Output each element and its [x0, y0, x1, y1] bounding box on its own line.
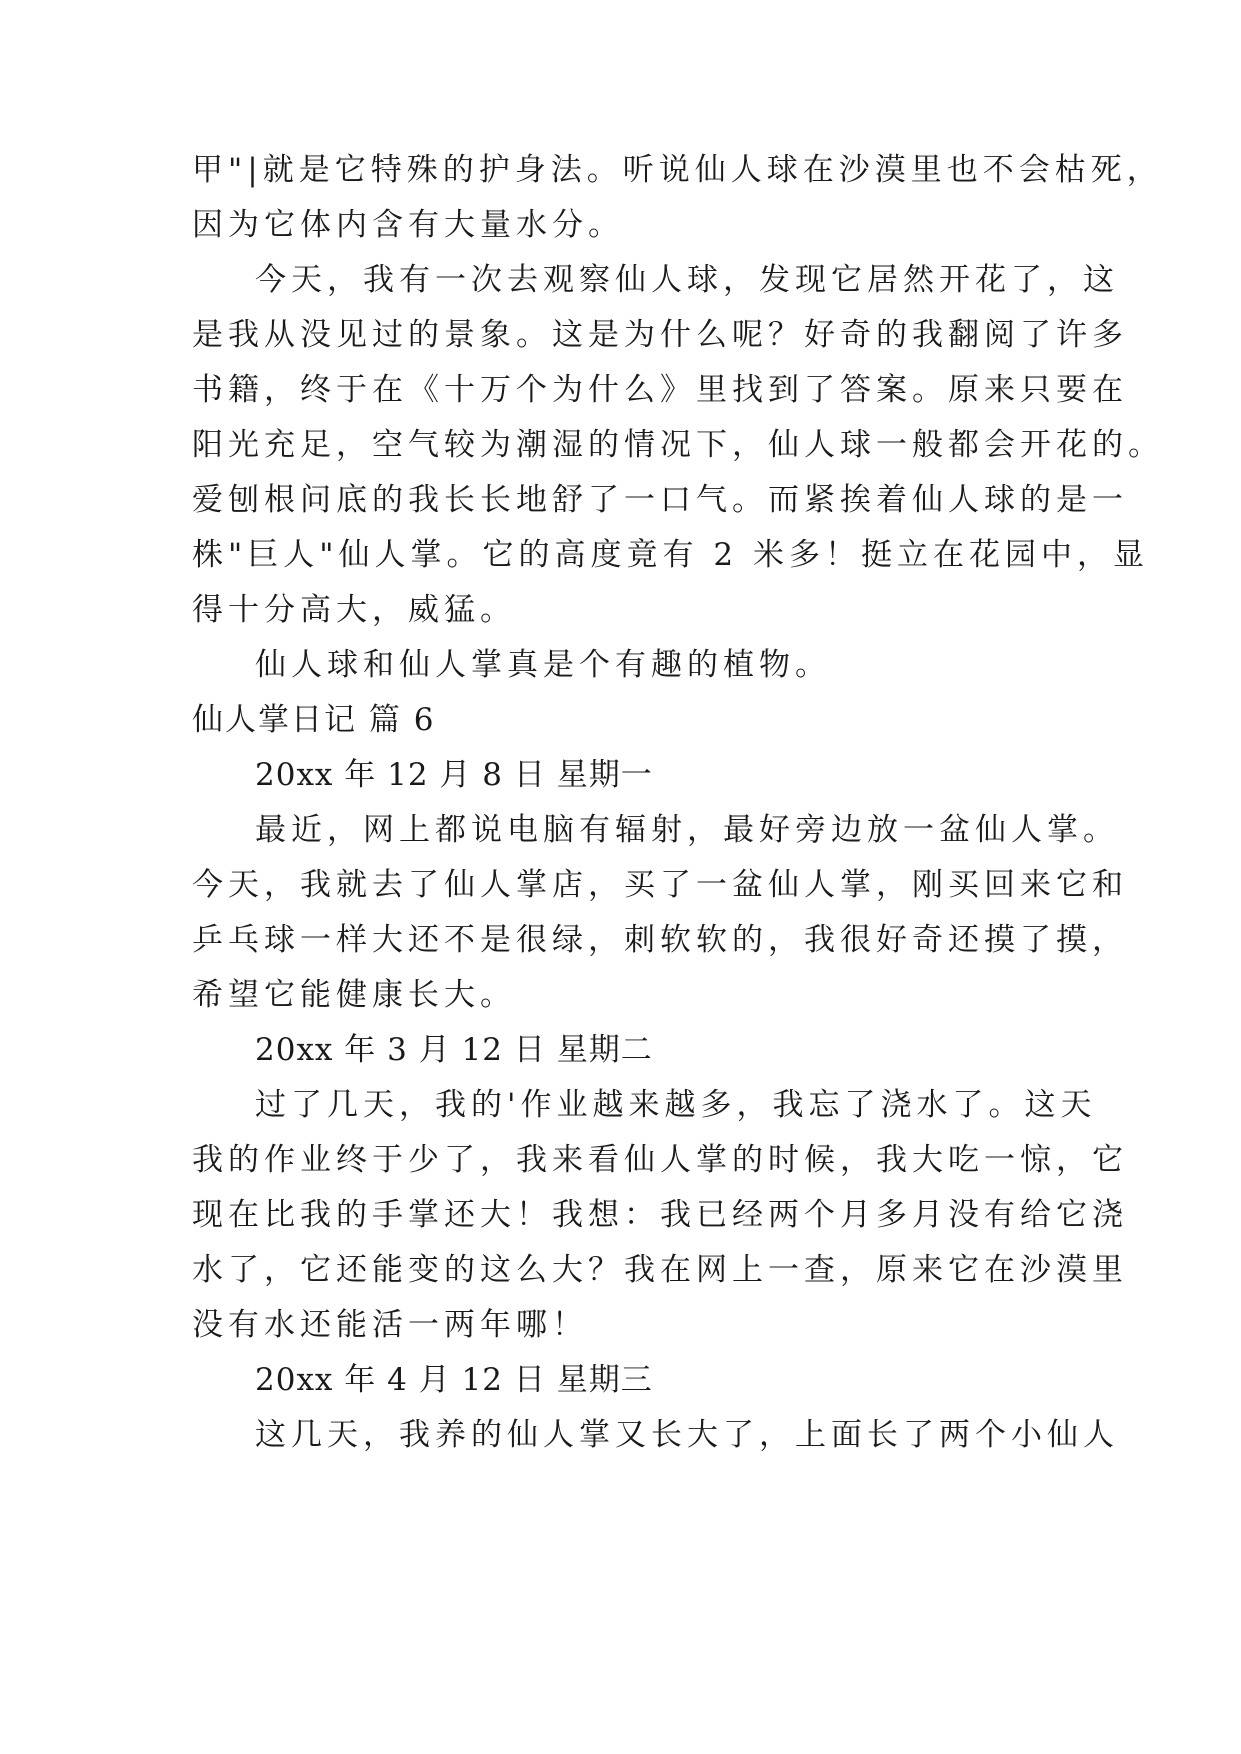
text-line: 希望它能健康长大。 — [192, 977, 516, 1013]
paragraph-start: 今天，我有一次去观察仙人球，发现它居然开花了，这 — [255, 262, 1119, 298]
paragraph-start: 仙人球和仙人掌真是个有趣的植物。 — [255, 647, 831, 683]
text-line: 得十分高大，威猛。 — [192, 592, 516, 628]
text-line: 今天，我就去了仙人掌店，买了一盆仙人掌，刚买回来它和 — [192, 867, 1128, 903]
text-line: 没有水还能活一两年哪！ — [192, 1307, 588, 1343]
text-line: 水了，它还能变的这么大？我在网上一查，原来它在沙漠里 — [192, 1252, 1128, 1288]
diary-date: 20xx 年 3 月 12 日 星期二 — [255, 1032, 653, 1068]
text-line: 株"巨人"仙人掌。它的高度竟有 2 米多！挺立在花园中，显 — [192, 537, 1149, 573]
section-heading: 仙人掌日记 篇 6 — [192, 702, 436, 738]
paragraph-start: 过了几天，我的'作业越来越多，我忘了浇水了。这天 — [255, 1087, 1097, 1123]
diary-date: 20xx 年 4 月 12 日 星期三 — [255, 1362, 653, 1398]
text-line: 甲"|就是它特殊的护身法。听说仙人球在沙漠里也不会枯死， — [192, 152, 1163, 188]
text-line: 书籍，终于在《十万个为什么》里找到了答案。原来只要在 — [192, 372, 1128, 408]
paragraph-start: 这几天，我养的仙人掌又长大了，上面长了两个小仙人 — [255, 1417, 1119, 1453]
text-line: 因为它体内含有大量水分。 — [192, 207, 624, 243]
text-line: 阳光充足，空气较为潮湿的情况下，仙人球一般都会开花的。 — [192, 427, 1164, 463]
text-line: 爱刨根问底的我长长地舒了一口气。而紧挨着仙人球的是一 — [192, 482, 1128, 518]
paragraph-start: 最近，网上都说电脑有辐射，最好旁边放一盆仙人掌。 — [255, 812, 1119, 848]
text-line: 现在比我的手掌还大！我想：我已经两个月多月没有给它浇 — [192, 1197, 1128, 1233]
text-line: 我的作业终于少了，我来看仙人掌的时候，我大吃一惊，它 — [192, 1142, 1128, 1178]
diary-date: 20xx 年 12 月 8 日 星期一 — [255, 757, 653, 793]
text-line: 乒乓球一样大还不是很绿，刺软软的，我很好奇还摸了摸， — [192, 922, 1128, 958]
text-line: 是我从没见过的景象。这是为什么呢？好奇的我翻阅了许多 — [192, 317, 1128, 353]
